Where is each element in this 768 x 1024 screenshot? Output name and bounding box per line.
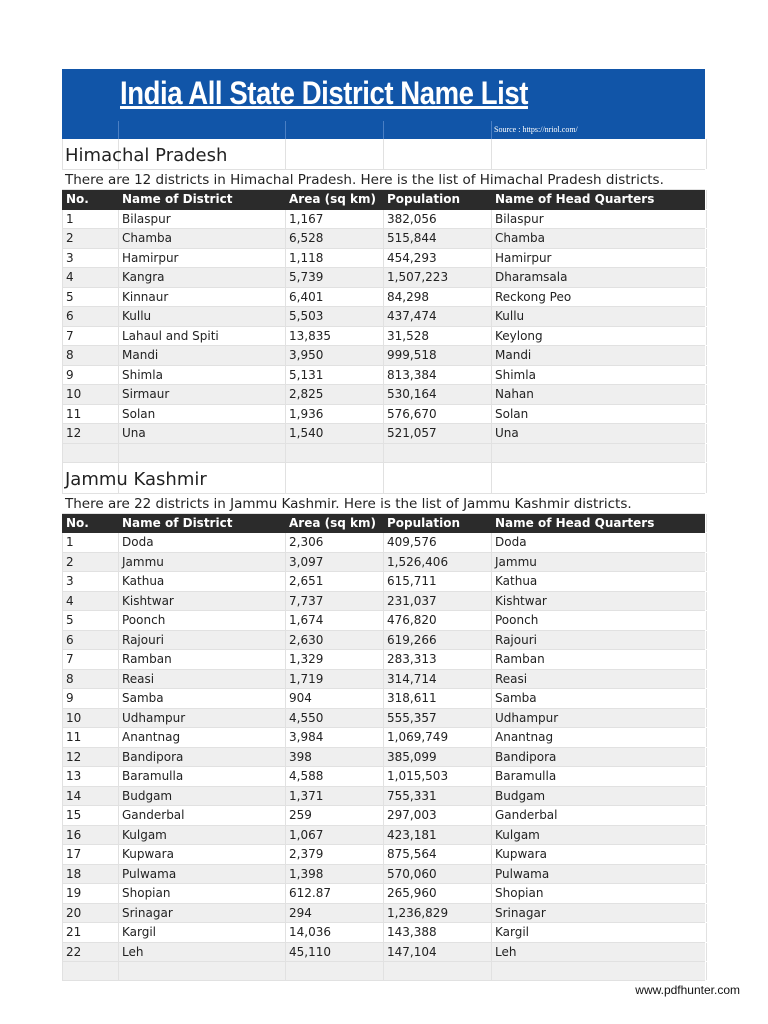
cell-headquarters: Leh — [491, 943, 707, 962]
title-banner — [62, 69, 705, 139]
cell-population: 283,313 — [383, 650, 492, 669]
col-header-population: Population — [383, 514, 492, 533]
cell-population: 409,576 — [383, 533, 492, 552]
cell-area: 5,503 — [285, 307, 384, 326]
state-description-row — [62, 494, 705, 514]
cell-headquarters: Una — [491, 424, 707, 443]
table-header — [62, 514, 705, 534]
cell-area: 6,401 — [285, 288, 384, 307]
table-header — [62, 190, 705, 210]
cell-area: 1,674 — [285, 611, 384, 630]
cell-area: 6,528 — [285, 229, 384, 248]
table-row — [62, 806, 705, 826]
cell-area: 13,835 — [285, 327, 384, 346]
cell-population: 555,357 — [383, 709, 492, 728]
cell-population: 143,388 — [383, 923, 492, 942]
cell-no: 14 — [62, 787, 119, 806]
cell-district: Kathua — [118, 572, 286, 591]
state-heading: Jammu Kashmir — [65, 468, 207, 490]
source-note: Source : https://nriol.com/ — [494, 125, 578, 134]
table-row — [62, 268, 705, 288]
table-row — [62, 826, 705, 846]
cell-headquarters: Rajouri — [491, 631, 707, 650]
cell-district: Solan — [118, 405, 286, 424]
cell-area: 2,306 — [285, 533, 384, 552]
cell-area: 1,398 — [285, 865, 384, 884]
cell-area: 2,630 — [285, 631, 384, 650]
cell-no: 10 — [62, 385, 119, 404]
cell-area: 3,950 — [285, 346, 384, 365]
cell-no: 18 — [62, 865, 119, 884]
cell-no: 22 — [62, 943, 119, 962]
cell-headquarters: Reasi — [491, 670, 707, 689]
cell-district: Bilaspur — [118, 210, 286, 229]
cell-district: Budgam — [118, 787, 286, 806]
cell-population: 521,057 — [383, 424, 492, 443]
blank-row — [62, 962, 705, 981]
cell-area: 1,329 — [285, 650, 384, 669]
cell-population: 385,099 — [383, 748, 492, 767]
cell-area: 1,167 — [285, 210, 384, 229]
cell-population: 999,518 — [383, 346, 492, 365]
cell-no: 7 — [62, 650, 119, 669]
cell-headquarters: Udhampur — [491, 709, 707, 728]
cell-area: 3,984 — [285, 728, 384, 747]
col-header-area: Area (sq km) — [285, 190, 384, 209]
col-header-no: No. — [62, 514, 119, 533]
cell-no: 6 — [62, 307, 119, 326]
table-row — [62, 689, 705, 709]
table-body — [62, 533, 705, 962]
cell-no: 9 — [62, 366, 119, 385]
table-row — [62, 553, 705, 573]
state-heading-row — [62, 139, 705, 170]
cell-district: Lahaul and Spiti — [118, 327, 286, 346]
cell-area: 45,110 — [285, 943, 384, 962]
cell-district: Kargil — [118, 923, 286, 942]
cell-district: Mandi — [118, 346, 286, 365]
cell-no: 21 — [62, 923, 119, 942]
cell-no: 16 — [62, 826, 119, 845]
cell-no: 8 — [62, 670, 119, 689]
sections — [62, 139, 705, 981]
cell-headquarters: Shimla — [491, 366, 707, 385]
table-row — [62, 728, 705, 748]
cell-headquarters: Reckong Peo — [491, 288, 707, 307]
cell-area: 3,097 — [285, 553, 384, 572]
cell-headquarters: Baramulla — [491, 767, 707, 786]
cell-area: 294 — [285, 904, 384, 923]
cell-no: 3 — [62, 572, 119, 591]
cell-headquarters: Kargil — [491, 923, 707, 942]
table-row — [62, 670, 705, 690]
table-row — [62, 709, 705, 729]
cell-district: Doda — [118, 533, 286, 552]
cell-area: 259 — [285, 806, 384, 825]
col-header-district: Name of District — [118, 190, 286, 209]
cell-no: 2 — [62, 229, 119, 248]
table-row — [62, 865, 705, 885]
cell-area: 904 — [285, 689, 384, 708]
cell-district: Shimla — [118, 366, 286, 385]
cell-headquarters: Hamirpur — [491, 249, 707, 268]
cell-area: 5,739 — [285, 268, 384, 287]
cell-headquarters: Jammu — [491, 553, 707, 572]
cell-headquarters: Solan — [491, 405, 707, 424]
cell-district: Ganderbal — [118, 806, 286, 825]
cell-area: 1,371 — [285, 787, 384, 806]
cell-area: 2,379 — [285, 845, 384, 864]
cell-no: 13 — [62, 767, 119, 786]
cell-area: 398 — [285, 748, 384, 767]
cell-headquarters: Poonch — [491, 611, 707, 630]
cell-district: Poonch — [118, 611, 286, 630]
cell-area: 4,588 — [285, 767, 384, 786]
table-row — [62, 424, 705, 444]
table-row — [62, 346, 705, 366]
cell-headquarters: Nahan — [491, 385, 707, 404]
cell-area: 5,131 — [285, 366, 384, 385]
cell-population: 297,003 — [383, 806, 492, 825]
cell-district: Anantnag — [118, 728, 286, 747]
cell-headquarters: Kulgam — [491, 826, 707, 845]
cell-population: 265,960 — [383, 884, 492, 903]
cell-headquarters: Shopian — [491, 884, 707, 903]
table-row — [62, 288, 705, 308]
cell-population: 1,015,503 — [383, 767, 492, 786]
col-header-headquarters: Name of Head Quarters — [491, 190, 707, 209]
cell-area: 1,118 — [285, 249, 384, 268]
table-row — [62, 572, 705, 592]
cell-district: Rajouri — [118, 631, 286, 650]
cell-area: 1,067 — [285, 826, 384, 845]
cell-population: 31,528 — [383, 327, 492, 346]
table-row — [62, 249, 705, 269]
cell-area: 612.87 — [285, 884, 384, 903]
cell-no: 19 — [62, 884, 119, 903]
cell-population: 813,384 — [383, 366, 492, 385]
cell-headquarters: Kullu — [491, 307, 707, 326]
cell-headquarters: Chamba — [491, 229, 707, 248]
cell-no: 5 — [62, 288, 119, 307]
table-row — [62, 366, 705, 386]
table-row — [62, 884, 705, 904]
cell-district: Kishtwar — [118, 592, 286, 611]
table-row — [62, 787, 705, 807]
cell-district: Jammu — [118, 553, 286, 572]
cell-area: 1,936 — [285, 405, 384, 424]
table-row — [62, 845, 705, 865]
cell-district: Udhampur — [118, 709, 286, 728]
cell-headquarters: Kathua — [491, 572, 707, 591]
cell-district: Hamirpur — [118, 249, 286, 268]
cell-district: Ramban — [118, 650, 286, 669]
table-row — [62, 748, 705, 768]
state-description: There are 12 districts in Himachal Pradesh. Here is the list of Himachal Pradesh districts. — [65, 172, 664, 188]
cell-population: 318,611 — [383, 689, 492, 708]
cell-no: 12 — [62, 424, 119, 443]
cell-headquarters: Bilaspur — [491, 210, 707, 229]
cell-no: 12 — [62, 748, 119, 767]
cell-no: 17 — [62, 845, 119, 864]
cell-no: 3 — [62, 249, 119, 268]
cell-district: Bandipora — [118, 748, 286, 767]
cell-headquarters: Bandipora — [491, 748, 707, 767]
cell-area: 2,825 — [285, 385, 384, 404]
cell-headquarters: Anantnag — [491, 728, 707, 747]
spreadsheet — [62, 69, 705, 981]
table-row — [62, 592, 705, 612]
cell-headquarters: Kishtwar — [491, 592, 707, 611]
cell-population: 231,037 — [383, 592, 492, 611]
cell-population: 437,474 — [383, 307, 492, 326]
cell-no: 8 — [62, 346, 119, 365]
cell-district: Sirmaur — [118, 385, 286, 404]
cell-district: Kupwara — [118, 845, 286, 864]
cell-population: 382,056 — [383, 210, 492, 229]
cell-no: 9 — [62, 689, 119, 708]
cell-area: 1,719 — [285, 670, 384, 689]
cell-population: 615,711 — [383, 572, 492, 591]
cell-district: Kulgam — [118, 826, 286, 845]
cell-population: 515,844 — [383, 229, 492, 248]
cell-no: 15 — [62, 806, 119, 825]
cell-population: 755,331 — [383, 787, 492, 806]
cell-district: Shopian — [118, 884, 286, 903]
cell-area: 2,651 — [285, 572, 384, 591]
table-row — [62, 904, 705, 924]
cell-population: 576,670 — [383, 405, 492, 424]
table-body — [62, 210, 705, 444]
cell-headquarters: Kupwara — [491, 845, 707, 864]
cell-district: Samba — [118, 689, 286, 708]
cell-no: 5 — [62, 611, 119, 630]
cell-headquarters: Pulwama — [491, 865, 707, 884]
cell-no: 1 — [62, 210, 119, 229]
cell-headquarters: Keylong — [491, 327, 707, 346]
cell-district: Pulwama — [118, 865, 286, 884]
blank-row — [62, 444, 705, 463]
cell-district: Kangra — [118, 268, 286, 287]
table-row — [62, 767, 705, 787]
cell-headquarters: Samba — [491, 689, 707, 708]
cell-area: 14,036 — [285, 923, 384, 942]
table-row — [62, 210, 705, 230]
cell-population: 476,820 — [383, 611, 492, 630]
cell-headquarters: Ramban — [491, 650, 707, 669]
cell-headquarters: Srinagar — [491, 904, 707, 923]
cell-population: 1,526,406 — [383, 553, 492, 572]
cell-population: 84,298 — [383, 288, 492, 307]
cell-area: 1,540 — [285, 424, 384, 443]
table-row — [62, 229, 705, 249]
footer-url: www.pdfhunter.com — [635, 983, 740, 997]
cell-no: 7 — [62, 327, 119, 346]
cell-population: 423,181 — [383, 826, 492, 845]
page-title: India All State District Name List — [120, 75, 528, 111]
table-row — [62, 631, 705, 651]
cell-no: 1 — [62, 533, 119, 552]
cell-population: 619,266 — [383, 631, 492, 650]
table-row — [62, 611, 705, 631]
col-header-headquarters: Name of Head Quarters — [491, 514, 707, 533]
col-header-no: No. — [62, 190, 119, 209]
cell-district: Chamba — [118, 229, 286, 248]
cell-area: 7,737 — [285, 592, 384, 611]
col-header-district: Name of District — [118, 514, 286, 533]
cell-no: 11 — [62, 405, 119, 424]
cell-district: Kullu — [118, 307, 286, 326]
cell-population: 530,164 — [383, 385, 492, 404]
table-row — [62, 327, 705, 347]
cell-headquarters: Dharamsala — [491, 268, 707, 287]
cell-population: 454,293 — [383, 249, 492, 268]
cell-population: 1,069,749 — [383, 728, 492, 747]
cell-district: Leh — [118, 943, 286, 962]
col-header-population: Population — [383, 190, 492, 209]
cell-headquarters: Ganderbal — [491, 806, 707, 825]
cell-district: Srinagar — [118, 904, 286, 923]
cell-no: 10 — [62, 709, 119, 728]
table-row — [62, 405, 705, 425]
cell-district: Reasi — [118, 670, 286, 689]
cell-headquarters: Budgam — [491, 787, 707, 806]
cell-area: 4,550 — [285, 709, 384, 728]
cell-no: 20 — [62, 904, 119, 923]
table-row — [62, 307, 705, 327]
cell-no: 4 — [62, 268, 119, 287]
cell-no: 11 — [62, 728, 119, 747]
cell-district: Una — [118, 424, 286, 443]
cell-no: 4 — [62, 592, 119, 611]
table-row — [62, 943, 705, 963]
cell-population: 570,060 — [383, 865, 492, 884]
cell-headquarters: Mandi — [491, 346, 707, 365]
state-heading: Himachal Pradesh — [65, 145, 228, 166]
cell-population: 875,564 — [383, 845, 492, 864]
cell-no: 6 — [62, 631, 119, 650]
cell-district: Baramulla — [118, 767, 286, 786]
cell-district: Kinnaur — [118, 288, 286, 307]
table-row — [62, 650, 705, 670]
cell-population: 1,507,223 — [383, 268, 492, 287]
cell-population: 1,236,829 — [383, 904, 492, 923]
banner-grid — [62, 121, 705, 139]
col-header-area: Area (sq km) — [285, 514, 384, 533]
table-row — [62, 385, 705, 405]
cell-no: 2 — [62, 553, 119, 572]
table-row — [62, 923, 705, 943]
state-description-row — [62, 170, 705, 190]
cell-population: 147,104 — [383, 943, 492, 962]
state-heading-row — [62, 463, 705, 494]
cell-population: 314,714 — [383, 670, 492, 689]
state-description: There are 22 districts in Jammu Kashmir. Here is the list of Jammu Kashmir districts. — [65, 495, 632, 512]
cell-headquarters: Doda — [491, 533, 707, 552]
table-row — [62, 533, 705, 553]
